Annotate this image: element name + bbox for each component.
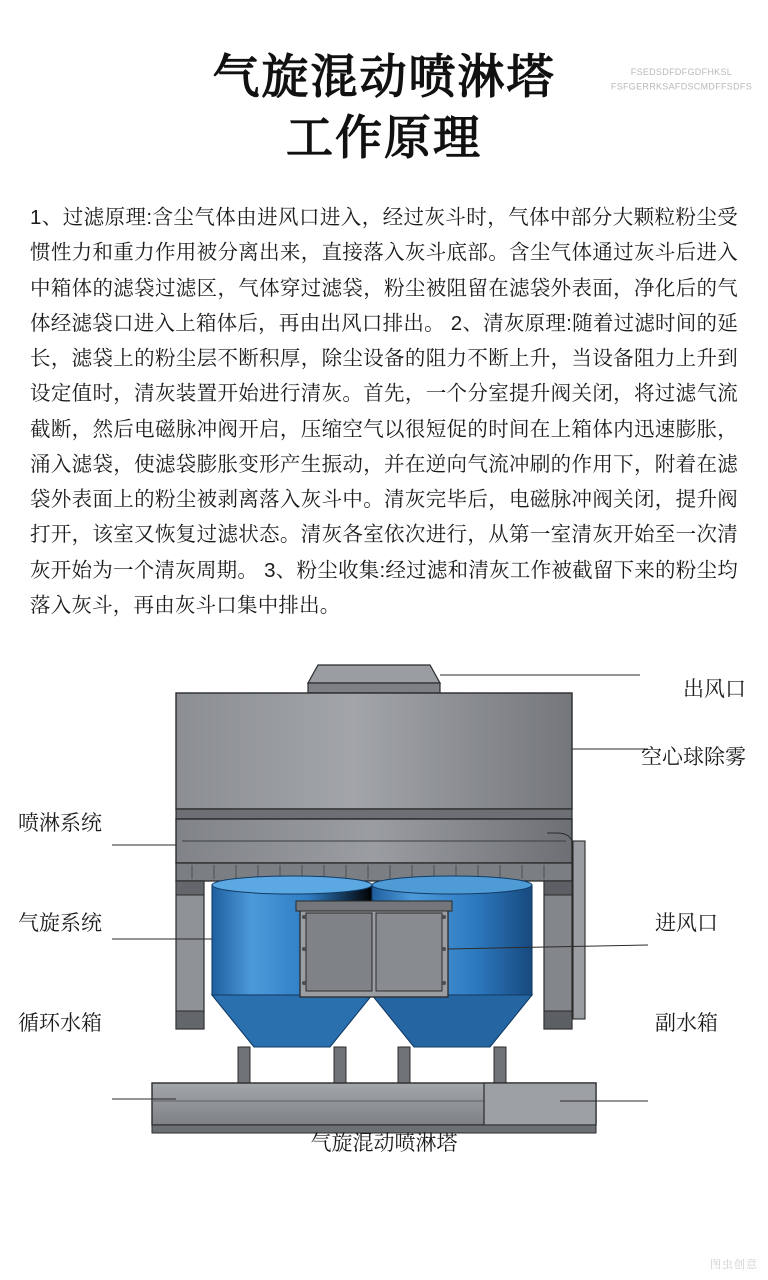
label-demister: 空心球除雾 (641, 746, 746, 770)
inlet-duct (296, 901, 452, 997)
watermark-top-line-1: FSEDSDFDFGDFHKSL (630, 66, 733, 77)
spray-chamber (176, 819, 572, 881)
figure-caption: 气旋混动喷淋塔 (310, 1132, 458, 1156)
watermark-bottom: 图虫创意 (710, 1259, 758, 1271)
spray-tower-illustration (0, 649, 768, 1149)
label-cyclone-system: 气旋系统 (18, 912, 102, 936)
watermark-top (611, 65, 752, 93)
label-outlet: 出风口 (683, 678, 746, 702)
watermark-top-line-2: FSFGERRKSAFDSCMDFFSDFS (610, 80, 752, 92)
label-secondary-tank: 副水箱 (655, 1012, 718, 1036)
page-title-line-1: 气旋混动喷淋塔 (212, 50, 556, 103)
page-title-line-2: 工作原理 (286, 111, 482, 165)
page-header (0, 0, 768, 168)
label-inlet: 进风口 (655, 912, 718, 936)
demister-chamber (176, 693, 572, 819)
article-body: 1、过滤原理:含尘气体由进风口进入，经过灰斗时，气体中部分大颗粒粉尘受惯性力和重力作用被分离出来，直接落入灰斗底部。含尘气体通过灰斗后进入中箱体的滤袋过滤区，气体穿过滤袋，粉尘被阻留在滤袋外表面，净化后的气体经滤袋口进入上箱体后，再由出风口排出。 2、清灰原理:随着过滤时间的延长，滤袋上的粉尘层不断积厚，除尘设备的阻力不断上升，当设备阻力上升到设定值时，清灰装置开始进行清灰。首先，一个分室提升阀关闭，将过滤气流截断，然后电磁脉冲阀开启，压缩空气以很短促的时间在上箱体内迅速膨胀，涌入滤袋，使滤袋膨胀变形产生振动，并在逆向气流冲刷的作用下，附着在滤袋外表面上的粉尘被剥离落入灰斗中。清灰完毕后，电磁脉冲阀关闭，提升阀打开，该室又恢复过滤状态。清灰各室依次进行，从第一室清灰开始至一次清灰开始为一个清灰周期。 3、粉尘收集:经过滤和清灰工作被截留下来的粉尘均落入灰斗，再由灰斗口集中排出。 (30, 206, 738, 617)
equipment-diagram (0, 649, 768, 1156)
label-circulating-tank: 循环水箱 (18, 1012, 102, 1036)
outlet-duct (308, 665, 440, 693)
label-spray-system: 喷淋系统 (18, 812, 102, 836)
water-tank-base (152, 1083, 596, 1133)
tank-legs (238, 1047, 506, 1083)
